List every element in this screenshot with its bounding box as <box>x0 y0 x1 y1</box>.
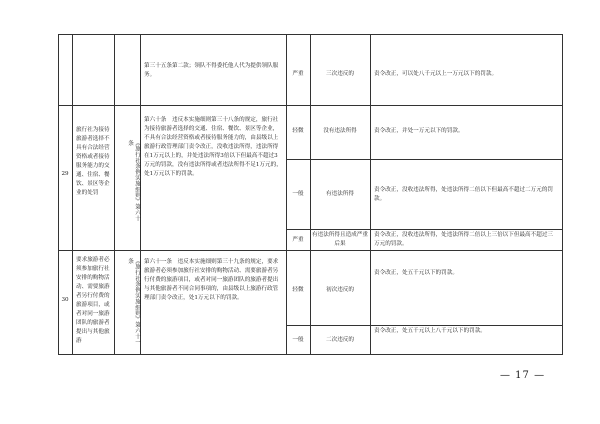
page-number: — 17 — <box>500 370 546 381</box>
subject-cell: 要求旅游者必须参加旅行社安排的购物活动、需要旅游者另行付费的旅游项目，或者对同一旅游团队的旅游者提出与其他旅游 <box>76 257 110 344</box>
provision-cell: 第三十五条第二款；领队不得委托他人代为提供领队服务。 <box>144 63 279 78</box>
situation-cell: 初次违反的 <box>326 287 354 293</box>
row-number: 30 <box>61 297 69 303</box>
provision-cell: 第六十条 违反本实施细则第三十八条的规定，旅行社为接待旅游者选择的交通、住宿、餐饮、景区等企业，不具有合法经营资格或者接待服务能力的，由县级以上旅游行政管理部门责令改正，没收违法所得，违法所得在1万元以上的，并处违法所得3倍以下但最高不超过3万元的罚款，没有违法所得或者违法所得不足1万元的，处1万元以下的罚款。 <box>144 117 282 177</box>
column-border <box>72 34 73 355</box>
situation-cell: 二次违反的 <box>326 337 354 343</box>
column-border <box>58 34 59 355</box>
situation-cell: 有违法所得且造成严重后果 <box>312 232 368 247</box>
level-cell: 严重 <box>292 237 304 243</box>
column-border <box>140 34 141 355</box>
level-divider <box>286 325 562 326</box>
level-divider <box>286 229 562 230</box>
standard-cell: 责令改正，处五千元以上八千元以下的罚款。 <box>374 328 486 334</box>
basis-cell: 《旅行社条例实施细则》第六十条 <box>127 140 140 222</box>
level-cell: 一般 <box>292 191 304 197</box>
provision-cell: 第六十一条 违反本实施细则第三十九条的规定，要求旅游者必须参加旅行社安排的购物活动、需要旅游者另行付费的旅游项目，或者对同一旅游团队的旅游者提出与其他旅游者不同合同事项的，由县级以上旅游行政管理部门责令改正，处1万元以下的罚款。 <box>144 259 279 301</box>
column-border <box>370 34 371 355</box>
standard-cell: 责令改正，可以处八千元以上一万元以下的罚款。 <box>374 71 498 77</box>
situation-cell: 有违法所得 <box>326 191 354 197</box>
standard-cell: 责令改正，没收违法所得，处违法所得二倍以下但最高不超过二万元的罚款。 <box>374 187 554 202</box>
situation-cell: 没有违法所得 <box>323 128 357 134</box>
level-cell: 轻微 <box>292 287 304 293</box>
standard-cell: 责令改正，并处一万元以下的罚款。 <box>374 128 464 134</box>
standard-cell: 责令改正，没收违法所得，处违法所得二倍以上三倍以下但最高不超过三万元的罚款。 <box>374 232 554 247</box>
level-cell: 一般 <box>292 337 304 343</box>
column-border <box>562 34 563 355</box>
standard-cell: 责令改正，处五千元以下的罚款。 <box>374 270 458 276</box>
level-cell: 严重 <box>292 71 304 77</box>
row-number: 29 <box>61 171 69 177</box>
level-divider <box>286 159 562 160</box>
basis-cell: 《旅行社条例实施细则》第六十一条 <box>127 258 140 345</box>
situation-cell: 三次违反的 <box>326 71 354 77</box>
level-cell: 轻微 <box>292 128 304 134</box>
subject-cell: 旅行社为接待旅游者选择不具有合法经营资格或者接待服务能力的交通、住宿、餐饮、景区等企业的处罚 <box>76 127 110 196</box>
